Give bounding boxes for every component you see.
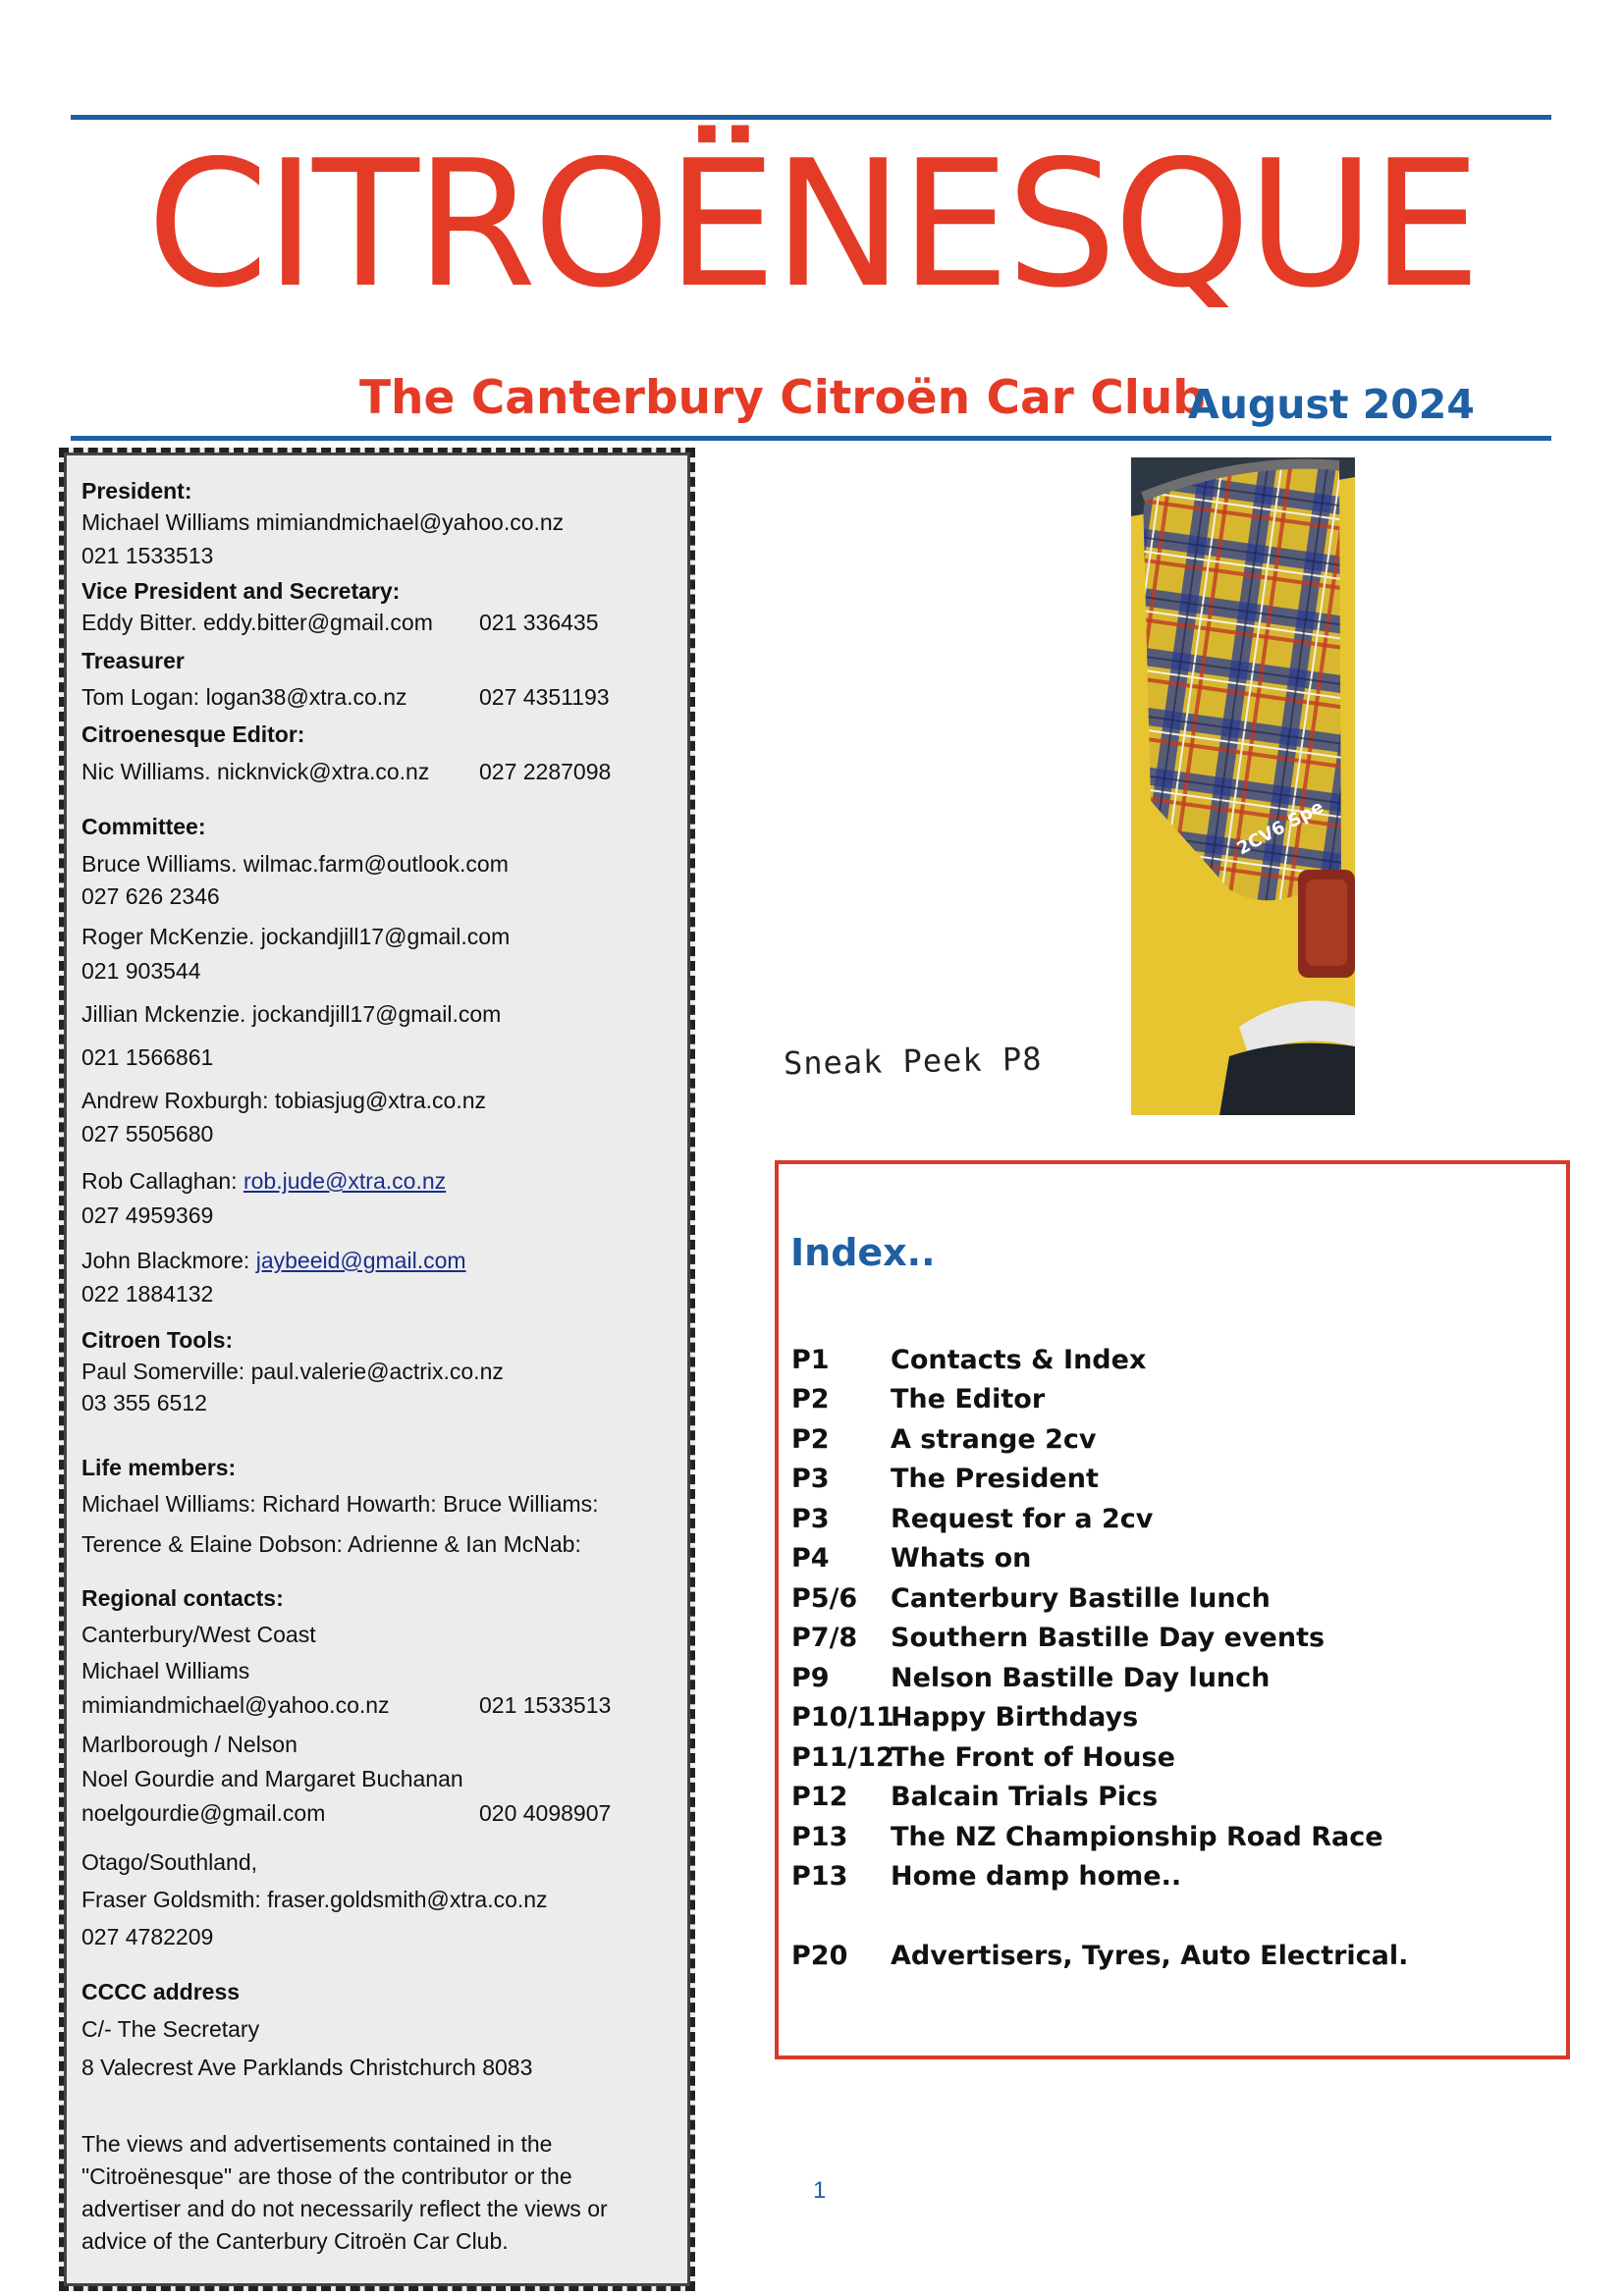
- index-page: P1: [791, 1345, 830, 1375]
- masthead-title: CITROËNESQUE: [146, 123, 1478, 326]
- index-entry: [791, 1702, 1138, 1733]
- index-entry: [791, 1742, 1175, 1773]
- index-entry: [791, 1345, 1146, 1375]
- committee-member-phone: 027 626 2346: [81, 883, 220, 909]
- index-page: P12: [791, 1782, 848, 1812]
- index-page: P3: [791, 1464, 830, 1494]
- index-entry: [791, 1543, 1031, 1574]
- index-entry-title: The NZ Championship Road Race: [891, 1822, 1383, 1852]
- issue-date: August 2024: [1188, 381, 1475, 428]
- index-entry-title: Canterbury Bastille lunch: [891, 1583, 1271, 1614]
- tools-phone: 03 355 6512: [81, 1390, 207, 1415]
- car-badge-text: 2CV6 Spe: [1233, 796, 1327, 860]
- header-bottom-rule: [71, 436, 1551, 441]
- index-entry-title: Happy Birthdays: [891, 1702, 1139, 1733]
- committee-member-line: Bruce Williams. wilmac.farm@outlook.com: [81, 851, 509, 877]
- page-number: 1: [813, 2177, 827, 2204]
- committee-member-phone: 027 4959369: [81, 1202, 214, 1228]
- treasurer-phone: 027 4351193: [479, 684, 610, 710]
- index-entry: [791, 1782, 1158, 1812]
- committee-member-phone: 021 903544: [81, 958, 201, 984]
- committee-member-phone: 022 1884132: [81, 1281, 214, 1307]
- john-email-link[interactable]: jaybeeid@gmail.com: [255, 1248, 466, 1273]
- index-page: P3: [791, 1504, 830, 1534]
- index-page: P2: [791, 1384, 830, 1415]
- rob-email-link[interactable]: rob.jude@xtra.co.nz: [243, 1168, 447, 1194]
- region-name: Otago/Southland,: [81, 1849, 258, 1875]
- committee-label: Committee:: [81, 814, 206, 839]
- index-page: P13: [791, 1861, 848, 1892]
- region-name: Canterbury/West Coast: [81, 1622, 316, 1647]
- committee-member-line: Roger McKenzie. jockandjill17@gmail.com: [81, 924, 511, 949]
- vp-label: Vice President and Secretary:: [81, 578, 401, 604]
- index-entry: [791, 1464, 1099, 1494]
- committee-member-phone: 021 1566861: [81, 1044, 214, 1070]
- committee-member-line: [81, 1167, 446, 1196]
- committee-member-line: Andrew Roxburgh: tobiasjug@xtra.co.nz: [81, 1088, 487, 1113]
- editor-label: Citroenesque Editor:: [81, 721, 305, 747]
- sneak-peek-caption: Sneak Peek P8: [783, 1040, 1043, 1083]
- tools-line: Paul Somerville: paul.valerie@actrix.co.nz: [81, 1359, 504, 1384]
- region-contact-line: Fraser Goldsmith: fraser.goldsmith@xtra.co.nz: [81, 1887, 548, 1912]
- region-contact-phone: 021 1533513: [479, 1692, 612, 1718]
- tartan-car-photo: [1131, 457, 1355, 1115]
- vp-line: Eddy Bitter. eddy.bitter@gmail.com: [81, 610, 433, 635]
- region-name: Marlborough / Nelson: [81, 1732, 298, 1757]
- index-entry-title: Whats on: [891, 1543, 1032, 1574]
- index-entry: [791, 1583, 1271, 1614]
- member-name: John Blackmore:: [81, 1248, 256, 1273]
- region-contact-email: noelgourdie@gmail.com: [81, 1800, 326, 1826]
- index-entry-title: Southern Bastille Day events: [891, 1623, 1326, 1653]
- life-members-line: Michael Williams: Richard Howarth: Bruce Williams:: [81, 1491, 599, 1517]
- index-title: Index..: [790, 1231, 936, 1274]
- index-entry: [791, 1384, 1045, 1415]
- top-rule: [71, 115, 1551, 120]
- index-page: P5/6: [791, 1583, 858, 1614]
- index-entry-title: Contacts & Index: [891, 1345, 1147, 1375]
- index-page: P20: [791, 1941, 848, 1971]
- life-members-label: Life members:: [81, 1455, 237, 1480]
- region-contact-phone: 027 4782209: [81, 1924, 214, 1949]
- club-name: The Canterbury Citroën Car Club: [359, 371, 1206, 425]
- index-page: P9: [791, 1663, 830, 1693]
- treasurer-line: Tom Logan: logan38@xtra.co.nz: [81, 684, 407, 710]
- index-entry: [791, 1663, 1270, 1693]
- index-page: P2: [791, 1424, 830, 1455]
- committee-member-line: Jillian Mckenzie. jockandjill17@gmail.com: [81, 1001, 502, 1027]
- index-entry: [791, 1822, 1383, 1852]
- editor-line: Nic Williams. nicknvick@xtra.co.nz: [81, 759, 430, 784]
- index-entry: [791, 1623, 1325, 1653]
- index-entry-title: Advertisers, Tyres, Auto Electrical.: [891, 1941, 1409, 1971]
- address-label: CCCC address: [81, 1979, 241, 2004]
- president-label: President:: [81, 478, 192, 504]
- region-contact-email: mimiandmichael@yahoo.co.nz: [81, 1692, 390, 1718]
- editor-phone: 027 2287098: [479, 759, 612, 784]
- tools-label: Citroen Tools:: [81, 1327, 234, 1353]
- index-entry-title: The Editor: [891, 1384, 1046, 1415]
- committee-member-phone: 027 5505680: [81, 1121, 214, 1147]
- index-entry-title: Nelson Bastille Day lunch: [891, 1663, 1271, 1693]
- region-contact-phone: 020 4098907: [479, 1800, 612, 1826]
- index-page: P13: [791, 1822, 848, 1852]
- index-entry-title: A strange 2cv: [891, 1424, 1097, 1455]
- vp-phone: 021 336435: [479, 610, 599, 635]
- life-members-line: Terence & Elaine Dobson: Adrienne & Ian McNab:: [81, 1531, 581, 1557]
- index-entry-title: The President: [891, 1464, 1099, 1494]
- address-line: C/- The Secretary: [81, 2016, 260, 2042]
- regional-label: Regional contacts:: [81, 1585, 284, 1611]
- index-entry: [791, 1424, 1096, 1455]
- index-entry-title: Home damp home..: [891, 1861, 1182, 1892]
- index-entry: [791, 1861, 1181, 1892]
- index-entry-title: Balcain Trials Pics: [891, 1782, 1159, 1812]
- index-entry: [791, 1504, 1153, 1534]
- index-entry: [791, 1941, 1408, 1971]
- index-page: P11/12: [791, 1742, 894, 1773]
- president-line: Michael Williams mimiandmichael@yahoo.co.nz: [81, 509, 565, 535]
- disclaimer-text: The views and advertisements contained in the "Citroënesque" are those of the contributor or the advertiser and do not necessarily reflect the views or advice of the Canterbury Citroën Car Club.: [81, 2131, 608, 2254]
- region-contact-name: Noel Gourdie and Margaret Buchanan: [81, 1766, 463, 1791]
- index-entry-title: The Front of House: [891, 1742, 1175, 1773]
- index-page: P4: [791, 1543, 830, 1574]
- president-phone: 021 1533513: [81, 543, 214, 568]
- region-contact-name: Michael Williams: [81, 1658, 250, 1683]
- index-page: P10/11: [791, 1702, 894, 1733]
- member-name: Rob Callaghan:: [81, 1168, 244, 1194]
- committee-member-line: [81, 1247, 466, 1275]
- address-line: 8 Valecrest Ave Parklands Christchurch 8083: [81, 2055, 533, 2080]
- index-entry-title: Request for a 2cv: [891, 1504, 1154, 1534]
- index-page: P7/8: [791, 1623, 858, 1653]
- treasurer-label: Treasurer: [81, 648, 185, 673]
